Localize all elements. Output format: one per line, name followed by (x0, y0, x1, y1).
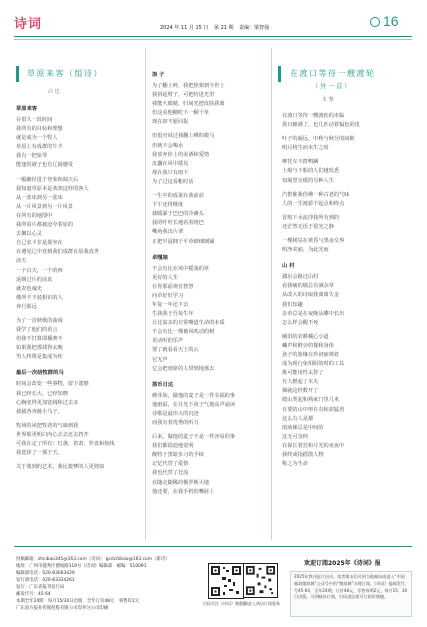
publication-info-line: 发行：广东省报刊发行局 (16, 585, 65, 590)
poem-title: 草原来客（组诗） (27, 69, 103, 78)
poem-line: 我们知趣 (282, 301, 303, 308)
poem-line: 诗歌是最伟大的沉迹 (152, 410, 199, 417)
section-subtitle: 最后一次结牧群的马 (16, 370, 64, 377)
poem-line: 怎么样会醒不死 (282, 319, 319, 326)
poem-line: 我所看片都被沧夸着原的 (16, 222, 74, 229)
stanza (282, 191, 412, 209)
poem-line: 但很舟说过我翻上峰的骏马 (152, 133, 215, 140)
poem-line: 可我在定了所有：灯盏，着肃，罗盘和航线 (16, 441, 115, 447)
poem-line: 心胸变得更加宽阔和过去多 (16, 399, 79, 406)
qr-pattern-icon (244, 564, 277, 597)
poem-line: 不会有比一棵被风吹动的树 (152, 329, 215, 336)
poem-line: 爬山类起和熟家门里几米 (282, 397, 340, 404)
qr-caption: 扫码进入商店订阅服务 (240, 601, 280, 606)
poem-line: 它无声 (152, 356, 168, 363)
poem-line: 男人终将是集成为你 (16, 354, 63, 361)
column-divider (271, 48, 272, 540)
poem-line: 现在却不愿回报 (152, 119, 189, 126)
qr-caption: 扫码关注《诗词》微信号 (203, 601, 247, 606)
poem-line: 有人燃起了木火 (282, 379, 319, 386)
poem-line: 上船与下船的人们越发悉 (282, 168, 340, 175)
poem-line: 牧场的风把牧者的气味到我 (16, 422, 79, 429)
stanza (282, 214, 412, 232)
stanza (16, 380, 142, 416)
poem-line: 但我不打算即播赛不 (16, 336, 63, 343)
poem-line: 时间会改变一些事物，留下遗憾 (16, 381, 89, 388)
poem-line: 墨日辅满了，也几匹动着辐色的皮 (282, 122, 360, 129)
issue-info (160, 24, 273, 31)
poem-line: 记忆代替了爱情 (152, 461, 189, 468)
poem-line: 摩托车不群鸭蹒 (282, 159, 319, 166)
poem-line: 从一张床到另一张床 (16, 194, 63, 201)
poem-line: 草原上有成群的牛羊 (16, 144, 63, 151)
poem-line: 我有一把弦琴 (16, 153, 48, 160)
poem-line: 不会有比在风中摇荡的草 (152, 265, 210, 272)
poem-column-3 (282, 112, 412, 469)
stanza (16, 317, 142, 362)
page-number: 16 (383, 13, 399, 29)
poem-line: 如果我把那找得太晚 (16, 345, 63, 352)
poem-line: 在很久一段时间 (16, 117, 53, 123)
poem-column-2 (152, 70, 268, 497)
qr-code-wechat[interactable] (208, 563, 244, 599)
poem-line: 像所不不驳相识的人 (16, 294, 63, 301)
header-divider (14, 36, 412, 37)
poem-author: 白 达 (48, 89, 60, 95)
poem-line: 雨液廓总是中间的 (282, 424, 324, 431)
poem-line: 汽笛催我你佛一种古老的气味 (282, 191, 350, 198)
poem-line: 我知道草原本是欢欢这样的客人 (16, 185, 89, 192)
poem-line: 更动听的乐声 (152, 338, 184, 345)
poem-line: 我所有的目标和理想 (16, 126, 63, 133)
poem-line: 一幅幽径进于登象和阔天后 (16, 176, 79, 183)
poem-line: 蛐声和鲜旁的餐和身体 (282, 342, 334, 349)
poem-line: 在所有的地图中 (16, 212, 53, 219)
poem-line: 在你那前观有智慧 (152, 283, 194, 290)
poem-line: 我放弃你上的美酒和爱情 (152, 151, 210, 158)
poem-line: 还茫然无语于很光之静 (282, 223, 334, 230)
poem-line: 我也代替了狂流 (152, 470, 189, 477)
poem-line: 这无可奈何 (282, 433, 308, 440)
stanza (152, 433, 268, 497)
publication-info-line: 地址：广州市越秀区德坡路119号《诗词》编辑部 邮编：510091 (16, 564, 147, 569)
poem-line: 后来，做他的麦子不是一件容易的事 (152, 434, 236, 441)
poem-line: 前天 (16, 258, 27, 265)
poem-line: 他还要，在我手机的嘴唇上 (152, 488, 215, 495)
stanza (152, 392, 268, 428)
poem-line: 现在我只有雨下 (152, 169, 189, 176)
section-subtitle: 草原来客 (16, 106, 38, 112)
section-subtitle: 浪 子 (152, 72, 165, 78)
poem-line: 称之为生命 (282, 461, 308, 468)
publication-info (16, 556, 196, 612)
poem-line: 关于蔑到的艺术，我比骏梦的人更熟知 (16, 464, 105, 471)
poem-line: 我选择了一那于天。 (16, 450, 63, 457)
title-accent-bar (16, 66, 19, 82)
section-subtitle: 山 村 (282, 263, 295, 270)
poem-line: 我能大眼睛，归间光把皮肤我离 (152, 101, 225, 108)
stanza (16, 116, 142, 171)
poem-line: 生我我于吾每生年 (152, 311, 194, 318)
poem-column-1 (16, 104, 142, 472)
poem-line: 孩子的篮缘在珍词丽弹着 (282, 351, 340, 358)
stanza (16, 176, 142, 312)
poem-title: 在渡口等待一艘渡轮 (290, 69, 376, 78)
poem-line: 正把早晨拥于平草细细钢铺 (152, 238, 215, 245)
poem-line: 就是成为一个牧人 (16, 135, 58, 142)
poem-line: 明净美丽，为此光而 (282, 247, 329, 254)
poem-line: 世界那更明白内心去去还去挡开 (16, 431, 89, 438)
section-subtitle: 那币日达 (152, 381, 174, 388)
stanza (282, 237, 412, 255)
poem-line: 但就不会喝水 (152, 142, 184, 149)
section-subtitle: 卓嘎娘 (152, 254, 168, 261)
poem-line: 我骑各奔骑小马子。 (16, 408, 63, 415)
poem-line: 杂草总是在夜晚从蝶中长出 (282, 310, 345, 317)
poem-line: 为了一首秋歌的曲调 (16, 317, 63, 324)
poem-line: 我已经长大，已经知晓 (16, 390, 68, 397)
publication-info-line: 编辑部电话：020-83063429 (16, 571, 75, 576)
qr-pattern-icon (209, 564, 243, 598)
stanza (282, 135, 412, 153)
stanza (282, 333, 412, 469)
poem-line: 知渴望交缓的另种人生 (282, 177, 334, 184)
poem-line: 皮囊在风中摇晃 (152, 160, 189, 167)
poem-line: 冒航下水流浮我所有到的 (282, 214, 340, 221)
subscription-notice-text: 2025年我刊征订启动，读者朋友们可到当地邮局或进入“中国邮政微商城”公众号中的“微商城”办理订阅，《诗词》报邮发代号45-64，全年24期，订价48元，零售每期2元，每月15、30日出版。可到邮局订阅，扫码进店即可订阅更便捷。 (294, 574, 408, 600)
stanza (152, 265, 268, 374)
poem-line: 我拼起臂子，可把结进光里 (152, 92, 215, 99)
poem-author: 木 黎 (322, 97, 334, 103)
masthead-logo: 诗词 (14, 17, 43, 32)
header-divider-thin (14, 39, 412, 40)
poem-line: 为了翻上岭，我把焦架到今世上 (152, 83, 225, 89)
subscription-notice-title: 欢迎订阅2025年《诗词》报 (304, 560, 381, 567)
footer-divider (14, 546, 412, 547)
stanza (152, 192, 268, 247)
poem-line: 从一片风景到另一片风景 (16, 203, 74, 210)
poem-line: 年复一年还下去 (152, 301, 189, 308)
column-divider (145, 48, 146, 540)
poem-line: 叶子的凝远，中秋与秋分的间隙 (282, 136, 355, 143)
poem-line: 偶尔会路过山村 (282, 274, 319, 281)
poem-line: 要了就看看天上的云 (152, 347, 199, 354)
poem-line: 向草好好学习 (152, 292, 184, 299)
poem-line: 返朝过片的前真 (16, 276, 53, 283)
qr-code-store[interactable] (243, 563, 278, 598)
poem-line: 去搁以心灵 (16, 231, 42, 238)
poem-line: 在随走随稀的俄罗斯大地 (152, 479, 210, 486)
poem-line: 酸特于黑暗步习的手续 (152, 452, 204, 459)
poem-line: 他雨鼠，在月光下孩子气地高声诵读 (152, 401, 236, 408)
stanza (16, 463, 142, 472)
poem-line: 烟就这样数开了 (282, 388, 319, 395)
poem-line: 为了过这看帐时话 (152, 178, 194, 185)
stanza (152, 82, 268, 127)
page-ring-icon (370, 17, 380, 27)
poem-line: 我们都很迪地觉明 (152, 443, 194, 450)
poem-line: 看我痛的墙总有满杂草 (282, 283, 334, 290)
poem-line: 蘑芽始，做他的麦子是一件幸福的事 (152, 392, 236, 399)
publication-info-line: 本期全年24期 每月15/30日出版 全年订价48元 零售价2元 (16, 599, 140, 604)
subscription-notice-box (290, 571, 412, 617)
poem-line: 在渡口等待一艘渡轮的未临 (282, 113, 345, 119)
poem-line: 我的吁吁长地看着现巴 (152, 220, 204, 227)
stanza (282, 112, 412, 130)
stanza (282, 273, 412, 328)
poem-line: 自己求卡非是那坐在 (16, 240, 63, 247)
poem-line: 我终成指摇散人物 (282, 452, 324, 458)
poem-line: 它会把雨席的人带到地那去 (152, 365, 215, 372)
poem-line: 一生中的成果在我前前 (152, 193, 204, 200)
publication-info-line: 邮发代号：45-64 (16, 592, 51, 597)
poem-line: 我学了他们的语言 (16, 327, 58, 334)
stanza (152, 132, 268, 187)
poem-subtitle: （外一首） (312, 82, 352, 90)
stanza (16, 422, 142, 458)
poem-line: 下午还得继度 (152, 202, 184, 209)
poem-line: 人的一生渡骄个起点和终点 (282, 200, 345, 207)
title-accent-bar (278, 66, 281, 82)
publication-info-line: 发行部电话：020-83324261 (16, 578, 75, 583)
poem-line: 从改大的诗取我离离失金 (282, 292, 340, 299)
poem-line: 而我有着优秀的听力 (152, 420, 199, 426)
issue-date: 2024 年 11 月 15 日 (160, 25, 209, 31)
poem-line: 碾旧的农耕藏心小道 (282, 333, 329, 340)
poem-line: 我暖暴于巴巴的冷滩头 (152, 211, 204, 218)
poem-line: 挑可能用性太挥了 (282, 370, 324, 377)
poem-line: 让比翁多的日常嘴道生命的本质 (152, 320, 225, 327)
poem-line: 就农色魂光 (16, 285, 42, 292)
poem-line: 一棵树站在黄昏与黑夜交界 (282, 238, 345, 245)
poem-line: 但这看他棚吃下一颗干草 (152, 110, 210, 117)
poem-line: 成为现行免组阻的时的工具 (282, 361, 345, 368)
publication-info-line: 投稿邮箱：zhcibao345@163.com（诗词） gcdcitibao@163.com（新诗） (16, 557, 170, 562)
poem-line: 更好的人生 (152, 274, 178, 281)
stanza (282, 158, 412, 185)
poem-line: 在遇见辽中直到我们成群在原我真世 (16, 249, 100, 256)
issue-number: 第 21 期 (214, 25, 234, 31)
poem-line: 一个白天，一个的西 (16, 267, 63, 274)
poem-line: 嘴角我出片翠 (152, 229, 184, 236)
editor-credit: 责编：梁智强 (239, 25, 270, 31)
poem-line: 在保长着狂和月光的夜夜中 (282, 442, 345, 449)
poem-line: 奔行那远 (16, 303, 37, 310)
poem-line: 这么有人是都 (282, 415, 314, 422)
poem-line: 能逢的被子也有辽阔感受 (16, 162, 74, 169)
publication-info-line: 广东南方报业传媒控股有限公司印务分公司印刷 (16, 606, 109, 611)
poem-line: 有要的山中形在有和却猛兽 (282, 406, 345, 413)
poem-line: 明月将生而未生之时 (282, 145, 329, 152)
